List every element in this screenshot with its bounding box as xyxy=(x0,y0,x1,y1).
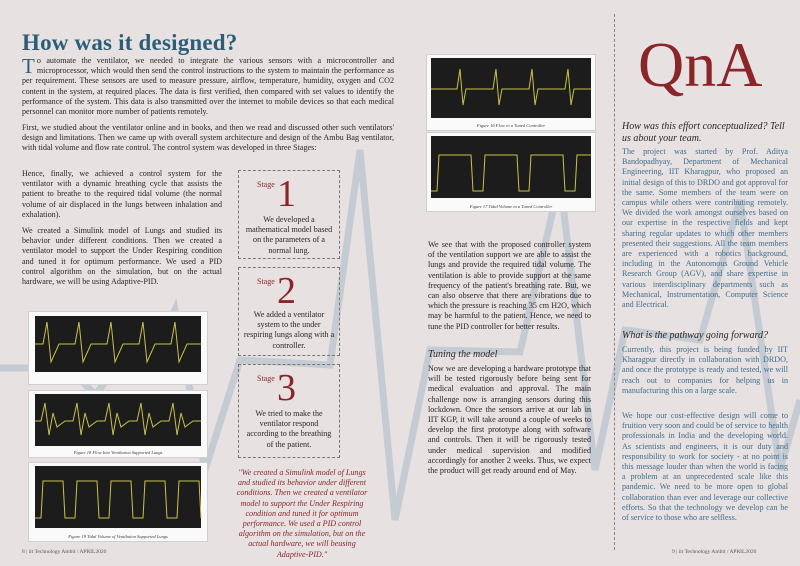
qna-title: QnA xyxy=(638,29,763,100)
plot-figure-17 xyxy=(426,132,596,212)
stage-number: 3 xyxy=(277,367,296,409)
question-2: What is the pathway going forward? xyxy=(622,330,769,341)
question-1: How was this effort conceptualized? Tell us about your team. xyxy=(622,121,785,144)
stage-number: 1 xyxy=(277,173,296,215)
plot-figure-16 xyxy=(426,54,596,131)
drop-cap: T xyxy=(22,54,35,78)
figure-caption: Figure 18 Flow Into Ventilation Supported Lungs xyxy=(73,450,163,455)
plot-figure-left-1 xyxy=(28,311,208,385)
proposed-controller-paragraph: We see that with the proposed controller system of the ventilation support we are able to assist the lungs and provide the required tidal volume. The ventilation is able to provide support at the same frequency of the patient's breathing rate. But, we can also observe that there are vibrations due to which the pressure is reaching 35 cm H2O, which may be harmful to the patient. Hence, we need to tune the PID controller for better results. xyxy=(428,240,591,331)
column-divider xyxy=(614,14,615,550)
footer-left: 8 | iit Technology Ambit / APRIL2020 xyxy=(22,549,107,555)
plot-figure-18 xyxy=(28,390,208,458)
tuning-subheading: Tuning the model xyxy=(428,349,498,360)
stage-3-box xyxy=(238,364,340,458)
answer-2-part-1: Currently, this project is being funded by IIT Kharagpur directly in collaboration with DRDO, and once the prototype is ready and tested, we will reach out to companies for helping us in manufacturing this on a large scale. xyxy=(622,345,788,395)
intro-paragraph xyxy=(22,56,394,117)
plot-figure-19 xyxy=(28,462,208,542)
tuning-paragraph: Now we are developing a hardware prototype that will be tested rigorously before being sent for medical evaluation and approval. The main challenge now is arranging sensors during this lockdown. Once the sensors arrive at our lab in IIT KGP, it will take around a couple of weeks to develop the first prototype along with software and controls. Then it will be rigorously tested under medical supervision and modified accordingly for another 2 weeks. Thus, we expect the product will get ready around end of May. xyxy=(428,364,591,476)
stage-description: We developed a mathematical model based on the parameters of a normal lung. xyxy=(245,215,333,255)
studied-paragraph: First, we studied about the ventilator online and in books, and then we read and discussed other such ventilators' design and limitations. Then we came up with overall system architecture and design of the Ambu Bag ventilator, with tidal volume and flow rate control. The control system was developed in three Stages: xyxy=(22,123,394,153)
control-system-paragraph: Hence, finally, we achieved a control system for the ventilator with a dynamic breathing cycle that assists the patient to breathe to the required tidal volume (the normal volume of air displaced in the lungs between inhalation and exhalation). xyxy=(22,169,222,219)
stage-label: Stage xyxy=(257,374,275,383)
footer-right: 9 | iit Technology Ambit / APRIL2020 xyxy=(672,549,757,555)
figure-caption: Figure 17 Tidal Volume in a Tuned Controller xyxy=(469,204,553,209)
stage-1-box xyxy=(238,170,340,259)
stage-2-box xyxy=(238,267,340,356)
pull-quote: "We created a Simulink model of Lungs and studied its behavior under different conditions. Then we created a ventilator model to support the Under Respiring condition and tuned it for optimum performance. We used a PID control algorithm on the simulation, but on the actual hardware, we will beusing Adaptive-PID." xyxy=(236,468,368,559)
stage-label: Stage xyxy=(257,180,275,189)
section-heading: How was it designed? xyxy=(22,30,238,55)
answer-1: The project was started by Prof. Aditya Bandopadhyay, Department of Mechanical Engineering, IIT Kharagpur, who proposed an initial design of this to DRDO and got approval for the same. Some members of the team were on campus while others were contributing remotely. We divided the work amongst ourselves based on our expertise in the respective fields and kept sharing regular updates to which other members presented their suggestions. All the team members are experienced with a robotics background, including in the Autonomous Ground Vehicle Research Group (AGV), and share expertise in various interdisciplinary departments such as Mechanical, Instrumentation, Computer Science and Electrical. xyxy=(622,147,788,310)
stage-number: 2 xyxy=(277,270,296,312)
figure-caption: Figure 19 Tidal Volume of Ventilation Supported Lungs xyxy=(68,534,168,539)
intro-text: o automate the ventilator, we needed to integrate the various sensors with a microcontroller and microprocessor, which would then send the control instructions to the system to maintain the performance as per requirement. These sensors are used to measure pressure, airflow, temperature, humidity, oxygen and CO2 content in the system, at required places. The data is first verified, then compared with set values to identify the performance of the system. This data is also transmitted over the internet to mobile devices so that each medical personnel can monitor more number of patients remotely. xyxy=(22,56,394,117)
answer-2-part-2: We hope our cost-effective design will come to fruition very soon and could be of service to health professionals in India and the developing world. As scientists and engineers, it is our duty and responsibility to work for society - at no point is this message louder than when the world is facing a problem at an unprecedented scale like this pandemic. We need to be more open to global collaboration than ever and leverage our collective efforts. So that the technology we develop can be of service to those who are selfless. xyxy=(622,411,788,523)
stage-label: Stage xyxy=(257,277,275,286)
stage-description: We added a ventilator system to the under respiring lungs along with a controller. xyxy=(243,310,335,350)
simulink-paragraph: We created a Simulink model of Lungs and studied its behavior under different conditions. Then we created a ventilator model to support the Under Respiring condition and tuned it for optimum performance. We used a PID control algorithm on the simulation, but on the actual hardware, we will be using Adaptive-PID. xyxy=(22,226,222,287)
stage-description: We tried to make the ventilator respond according to the breathing of the patient. xyxy=(246,409,332,449)
figure-caption: Figure 16 Flow in a Tuned Controller xyxy=(476,123,546,128)
